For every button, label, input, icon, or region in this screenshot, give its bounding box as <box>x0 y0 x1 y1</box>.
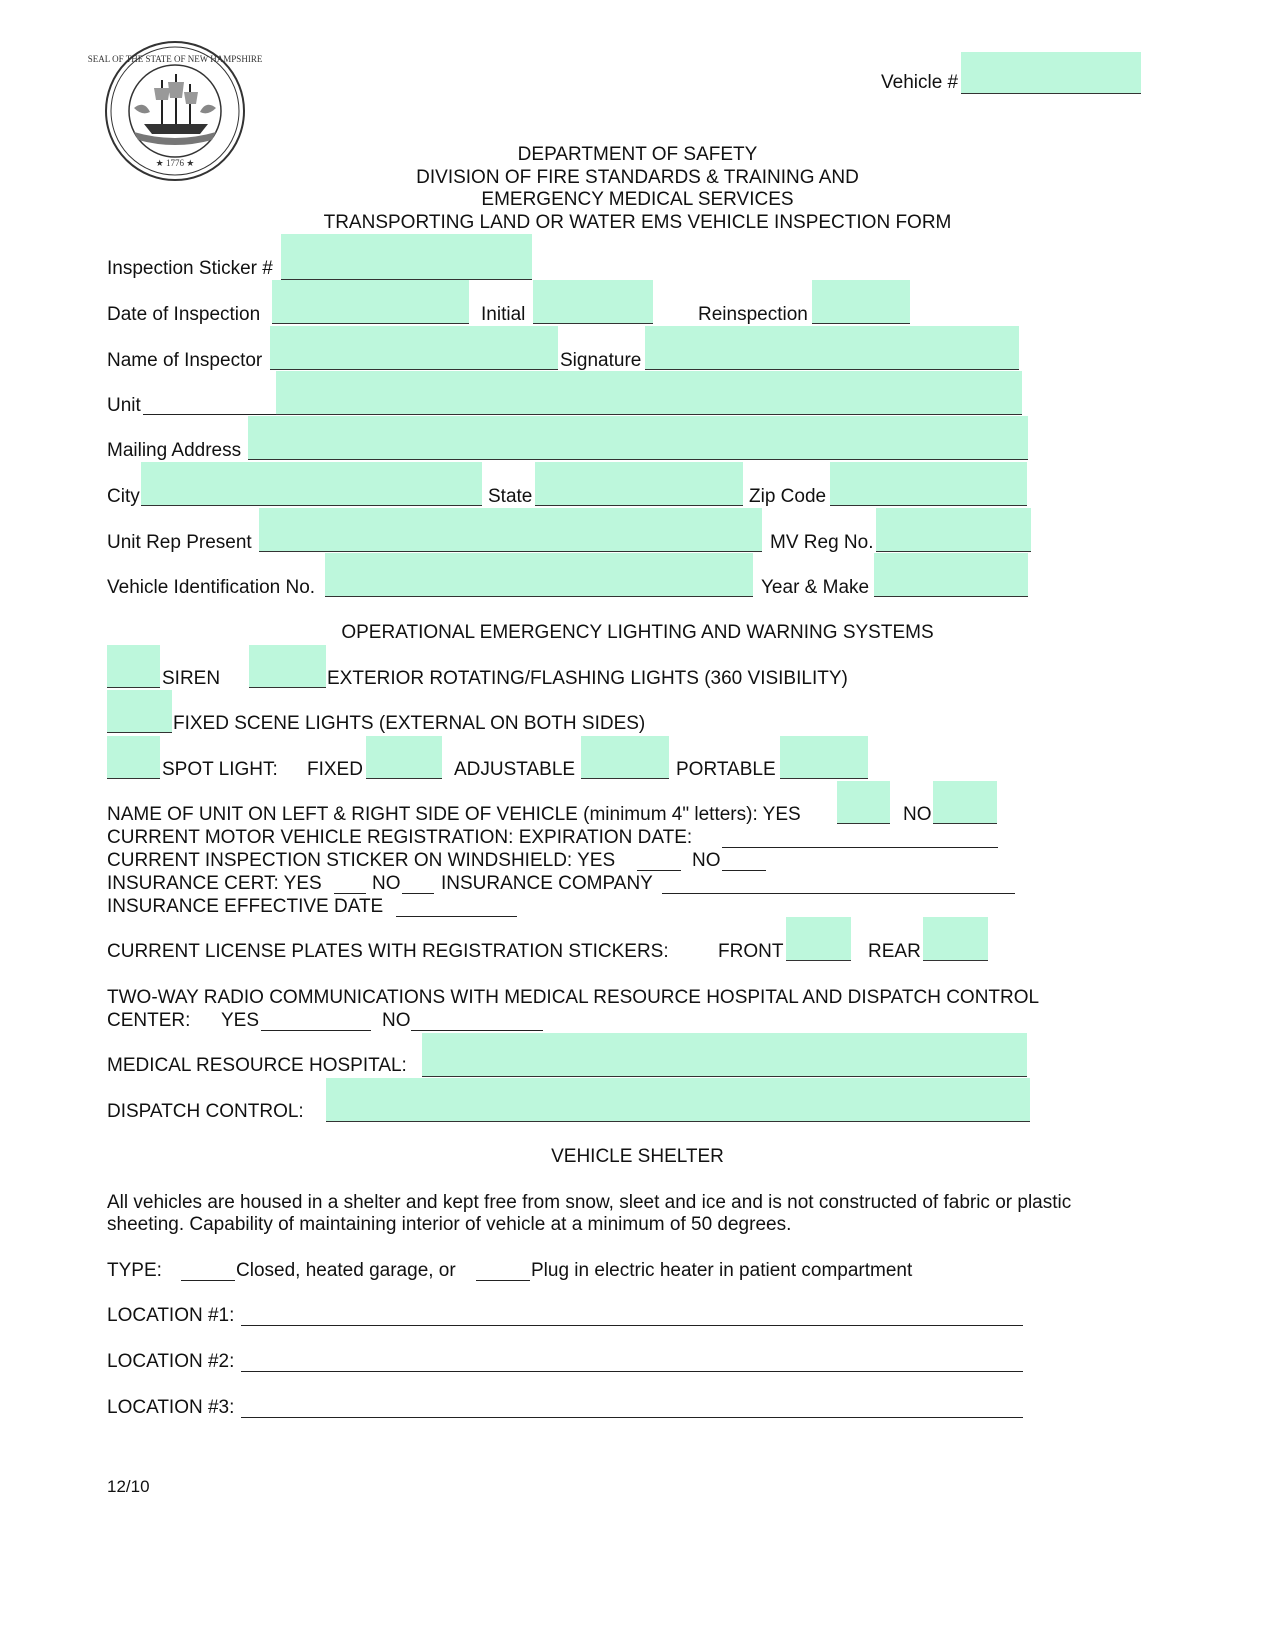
vehicle-shelter-heading: VEHICLE SHELTER <box>551 1146 724 1167</box>
inspection-sticker-label: Inspection Sticker # <box>107 258 273 279</box>
zip-code-label: Zip Code <box>749 486 827 507</box>
location-2-label: LOCATION #2: <box>107 1351 235 1372</box>
title-line: TRANSPORTING LAND OR WATER EMS VEHICLE INSPECTION FORM <box>323 212 952 234</box>
radio-yes-label: YES <box>221 1010 260 1031</box>
medical-hospital-label: MEDICAL RESOURCE HOSPITAL: <box>107 1055 407 1076</box>
svg-text:SEAL OF THE STATE OF NEW HAMPS: SEAL OF THE STATE OF NEW HAMPSHIRE <box>87 54 263 64</box>
title-line: EMERGENCY MEDICAL SERVICES <box>481 189 794 211</box>
signature-label: Signature <box>560 350 642 371</box>
city-field[interactable] <box>141 462 482 506</box>
insurance-no-label: NO <box>372 873 401 894</box>
unit-rep-present-label: Unit Rep Present <box>107 532 252 553</box>
city-label: City <box>107 486 140 507</box>
location-1-field[interactable] <box>241 1324 1023 1326</box>
mailing-address-field[interactable] <box>248 416 1028 460</box>
unit-label: Unit <box>107 395 141 416</box>
front-label: FRONT <box>718 941 784 962</box>
radio-yes-field[interactable] <box>261 1029 371 1031</box>
registration-date-field[interactable] <box>722 846 998 848</box>
radio-no-label: NO <box>382 1010 411 1031</box>
spot-light-field[interactable] <box>107 736 160 779</box>
spot-light-label: SPOT LIGHT: <box>162 759 278 780</box>
inspection-sticker-field[interactable] <box>281 234 532 280</box>
year-make-label: Year & Make <box>761 577 870 598</box>
shelter-paragraph-line2: sheeting. Capability of maintaining interior of vehicle at a minimum of 50 degrees. <box>107 1214 792 1235</box>
initial-field[interactable] <box>533 280 653 324</box>
radio-label: TWO-WAY RADIO COMMUNICATIONS WITH MEDICAL RESOURCE HOSPITAL AND DISPATCH CONTROL <box>107 987 1040 1008</box>
vin-field[interactable] <box>325 553 753 597</box>
exterior-lights-label: EXTERIOR ROTATING/FLASHING LIGHTS (360 VISIBILITY) <box>327 668 848 689</box>
insurance-company-field[interactable] <box>662 892 1015 894</box>
shelter-paragraph-line1: All vehicles are housed in a shelter and kept free from snow, sleet and ice and is not constructed of fabric or plastic <box>107 1192 1072 1213</box>
insurance-effective-field[interactable] <box>396 915 517 917</box>
svg-text:★ 1776 ★: ★ 1776 ★ <box>155 158 195 168</box>
initial-label: Initial <box>481 304 526 325</box>
insurance-effective-label: INSURANCE EFFECTIVE DATE <box>107 896 384 917</box>
adjustable-label: ADJUSTABLE <box>454 759 576 780</box>
vehicle-number-field[interactable] <box>961 52 1141 94</box>
radio-no-field[interactable] <box>411 1029 543 1031</box>
form-title <box>0 144 1275 235</box>
mailing-address-label: Mailing Address <box>107 440 242 461</box>
plug-in-heater-label: Plug in electric heater in patient compartment <box>531 1260 913 1281</box>
adjustable-field[interactable] <box>581 736 669 779</box>
year-make-field[interactable] <box>874 553 1028 597</box>
siren-field[interactable] <box>107 645 160 688</box>
fixed-field[interactable] <box>366 736 442 779</box>
state-label: State <box>488 486 533 507</box>
insurance-no-field[interactable] <box>402 892 434 894</box>
location-1-label: LOCATION #1: <box>107 1305 235 1326</box>
license-plates-label: CURRENT LICENSE PLATES WITH REGISTRATION STICKERS: <box>107 941 669 962</box>
vin-label: Vehicle Identification No. <box>107 577 316 598</box>
fixed-scene-lights-label: FIXED SCENE LIGHTS (EXTERNAL ON BOTH SIDES) <box>173 713 646 734</box>
title-line: DEPARTMENT OF SAFETY <box>517 144 758 165</box>
portable-label: PORTABLE <box>676 759 776 780</box>
name-of-unit-label: NAME OF UNIT ON LEFT & RIGHT SIDE OF VEHICLE (minimum 4" letters): YES <box>107 804 801 825</box>
portable-field[interactable] <box>780 736 868 779</box>
fixed-scene-lights-field[interactable] <box>107 690 172 733</box>
lighting-heading: OPERATIONAL EMERGENCY LIGHTING AND WARNING SYSTEMS <box>341 622 934 643</box>
radio-center-label: CENTER: <box>107 1010 191 1031</box>
front-plate-field[interactable] <box>786 917 851 961</box>
windshield-no-label: NO <box>692 850 721 871</box>
vehicle-number-label: Vehicle # <box>881 72 959 93</box>
reinspection-field[interactable] <box>812 280 910 324</box>
title-line: DIVISION OF FIRE STANDARDS & TRAINING AND <box>416 166 859 188</box>
type-label: TYPE: <box>107 1260 162 1281</box>
plug-in-heater-field[interactable] <box>476 1279 530 1281</box>
exterior-lights-field[interactable] <box>249 645 326 688</box>
rear-plate-field[interactable] <box>923 917 988 961</box>
reinspection-label: Reinspection <box>698 304 808 325</box>
insurance-cert-label: INSURANCE CERT: YES <box>107 873 322 894</box>
rear-label: REAR <box>868 941 921 962</box>
name-of-unit-yes-field[interactable] <box>837 781 890 824</box>
revision-date: 12/10 <box>107 1477 150 1496</box>
fixed-label: FIXED <box>307 759 363 780</box>
unit-rep-present-field[interactable] <box>259 508 762 552</box>
name-of-inspector-label: Name of Inspector <box>107 350 263 371</box>
medical-hospital-field[interactable] <box>422 1033 1027 1077</box>
date-of-inspection-label: Date of Inspection <box>107 304 261 325</box>
signature-field[interactable] <box>645 326 1019 370</box>
location-3-label: LOCATION #3: <box>107 1397 235 1418</box>
location-3-field[interactable] <box>241 1416 1023 1418</box>
closed-garage-field[interactable] <box>181 1279 235 1281</box>
registration-label: CURRENT MOTOR VEHICLE REGISTRATION: EXPIRATION DATE: <box>107 827 693 848</box>
state-field[interactable] <box>535 462 743 506</box>
name-of-unit-no-label: NO <box>903 804 932 825</box>
zip-code-field[interactable] <box>830 462 1027 506</box>
windshield-no-field[interactable] <box>722 869 766 871</box>
unit-field[interactable] <box>276 371 1022 415</box>
insurance-company-label: INSURANCE COMPANY <box>441 873 653 894</box>
dispatch-control-label: DISPATCH CONTROL: <box>107 1101 304 1122</box>
name-of-inspector-field[interactable] <box>270 326 558 370</box>
name-of-unit-no-field[interactable] <box>933 781 997 824</box>
mv-reg-no-label: MV Reg No. <box>770 532 874 553</box>
windshield-yes-field[interactable] <box>637 869 681 871</box>
location-2-field[interactable] <box>241 1370 1023 1372</box>
closed-garage-label: Closed, heated garage, or <box>236 1260 456 1281</box>
date-of-inspection-field[interactable] <box>272 280 469 324</box>
dispatch-control-field[interactable] <box>326 1078 1030 1122</box>
mv-reg-no-field[interactable] <box>876 508 1031 552</box>
siren-label: SIREN <box>162 668 221 689</box>
unit-underline <box>143 413 276 415</box>
windshield-sticker-label: CURRENT INSPECTION STICKER ON WINDSHIELD: YES <box>107 850 616 871</box>
insurance-yes-field[interactable] <box>334 892 366 894</box>
